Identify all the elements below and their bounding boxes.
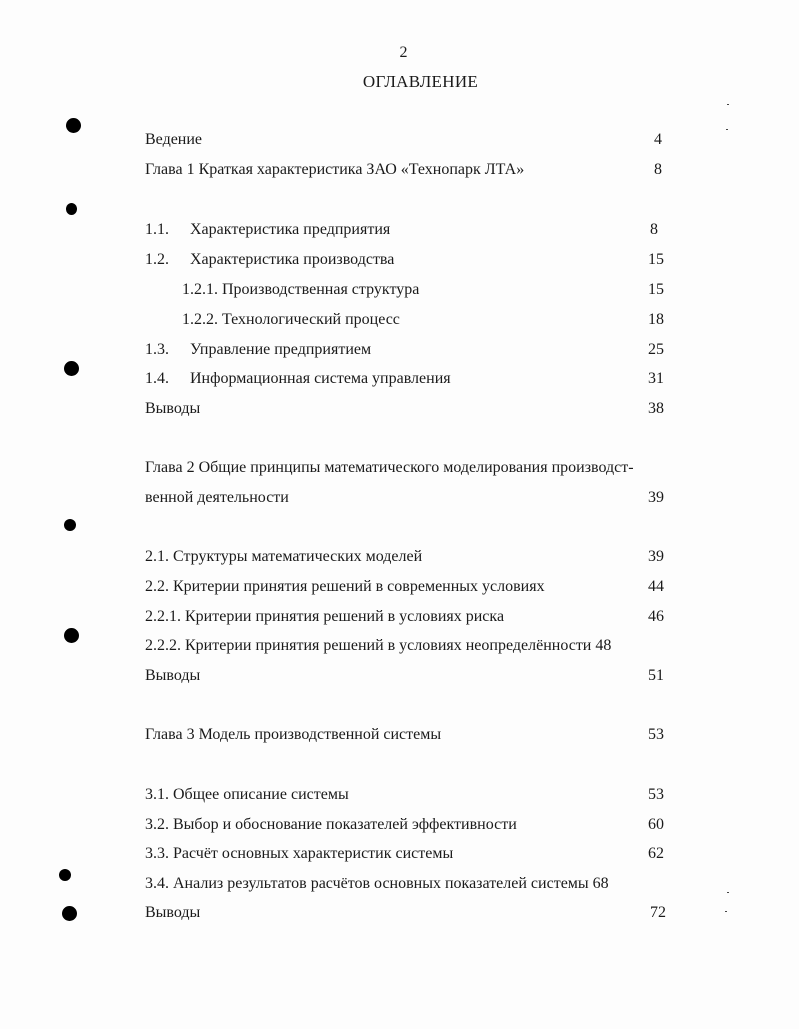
toc-entry bbox=[145, 904, 200, 922]
toc-entry-page: 62 bbox=[648, 845, 664, 862]
toc-entry bbox=[145, 400, 200, 418]
toc-entry-number: 1.3. bbox=[145, 341, 169, 358]
toc-entry-text: 2.1. Структуры математических моделей bbox=[145, 548, 423, 565]
toc-entry-number: 1.1. bbox=[145, 221, 169, 238]
toc-entry-text: Характеристика предприятия bbox=[190, 221, 391, 238]
binder-hole-5 bbox=[64, 628, 79, 643]
toc-entry-text: Глава 1 Краткая характеристика ЗАО «Технопарк ЛТА» bbox=[145, 161, 525, 178]
toc-entry bbox=[145, 489, 289, 507]
page-number: 2 bbox=[399, 44, 408, 61]
binder-hole-4 bbox=[64, 519, 76, 531]
toc-entry bbox=[145, 370, 451, 388]
toc-entry bbox=[182, 311, 400, 329]
toc-entry-page: 4 bbox=[654, 131, 662, 148]
toc-entry-text: венной деятельности bbox=[145, 489, 289, 506]
toc-entry-text: Глава 3 Модель производственной системы bbox=[145, 726, 442, 743]
toc-entry bbox=[145, 161, 524, 179]
toc-entry-text: 2.2. Критерии принятия решений в современных условиях bbox=[145, 578, 545, 595]
toc-entry-page: 8 bbox=[654, 161, 662, 178]
toc-entry-page: 51 bbox=[648, 667, 664, 684]
toc-entry-number: 1.4. bbox=[145, 370, 169, 387]
toc-entry-page: 18 bbox=[648, 311, 664, 328]
toc-entry bbox=[145, 608, 504, 626]
toc-entry-text: Характеристика производства bbox=[190, 251, 395, 268]
toc-entry-text: 1.2.1. Производственная структура bbox=[182, 281, 420, 298]
toc-entry bbox=[145, 845, 453, 863]
toc-entry-text: Выводы bbox=[145, 400, 201, 417]
toc-entry bbox=[145, 637, 611, 655]
toc-entry-text: Управление предприятием bbox=[190, 341, 372, 358]
toc-entry bbox=[145, 726, 441, 744]
toc-entry-text: 3.2. Выбор и обоснование показателей эффективности bbox=[145, 816, 517, 833]
toc-entry-page: 38 bbox=[648, 400, 664, 417]
toc-entry-page: 8 bbox=[650, 221, 658, 238]
toc-entry-text: 1.2.2. Технологический процесс bbox=[182, 311, 400, 328]
toc-entry-page: 53 bbox=[648, 786, 664, 803]
toc-entry-page: 31 bbox=[648, 370, 664, 387]
toc-entry bbox=[145, 786, 349, 804]
toc-entry-page: 39 bbox=[648, 489, 664, 506]
toc-entry bbox=[145, 548, 422, 566]
toc-entry bbox=[145, 816, 517, 834]
toc-entry-text: 3.1. Общее описание системы bbox=[145, 786, 349, 803]
toc-entry-text: 2.2.1. Критерии принятия решений в условиях риска bbox=[145, 608, 505, 625]
binder-hole-1 bbox=[66, 118, 81, 133]
toc-entry bbox=[145, 578, 545, 596]
scan-speck bbox=[726, 129, 728, 130]
toc-entry-text: Выводы bbox=[145, 667, 201, 684]
toc-entry bbox=[145, 221, 390, 239]
binder-hole-6 bbox=[59, 869, 71, 881]
toc-entry-page: 25 bbox=[648, 341, 664, 358]
toc-entry-text: 3.3. Расчёт основных характеристик системы bbox=[145, 845, 454, 862]
page-title: ОГЛАВЛЕНИЕ bbox=[362, 72, 479, 91]
scan-speck bbox=[727, 104, 729, 105]
toc-entry-page: 60 bbox=[648, 816, 664, 833]
toc-entry bbox=[145, 459, 634, 477]
toc-entry bbox=[182, 281, 419, 299]
toc-entry-page: 53 bbox=[648, 726, 664, 743]
toc-entry bbox=[145, 667, 200, 685]
binder-hole-3 bbox=[64, 361, 79, 376]
toc-entry-text: Ведение bbox=[145, 131, 203, 148]
toc-entry-text: Выводы bbox=[145, 904, 201, 921]
binder-hole-7 bbox=[62, 906, 77, 921]
scan-speck bbox=[725, 911, 727, 912]
toc-entry-number: 1.2. bbox=[145, 251, 169, 268]
toc-entry-text: Информационная система управления bbox=[190, 370, 451, 387]
toc-entry bbox=[145, 341, 371, 359]
toc-entry-text: Глава 2 Общие принципы математического моделирования производст- bbox=[145, 459, 634, 476]
toc-entry-page: 44 bbox=[648, 578, 664, 595]
toc-entry-page: 39 bbox=[648, 548, 664, 565]
scan-speck bbox=[727, 892, 729, 893]
binder-hole-2 bbox=[66, 203, 77, 215]
toc-entry-text: 3.4. Анализ результатов расчётов основных показателей системы 68 bbox=[145, 875, 609, 892]
toc-entry-text: 2.2.2. Критерии принятия решений в условиях неопределённости 48 bbox=[145, 637, 612, 654]
toc-entry bbox=[145, 131, 202, 149]
toc-entry-page: 46 bbox=[648, 608, 664, 625]
toc-entry-page: 15 bbox=[648, 281, 664, 298]
toc-entry bbox=[145, 251, 394, 269]
toc-entry-page: 72 bbox=[650, 904, 666, 921]
toc-entry bbox=[145, 875, 609, 893]
toc-entry-page: 15 bbox=[648, 251, 664, 268]
